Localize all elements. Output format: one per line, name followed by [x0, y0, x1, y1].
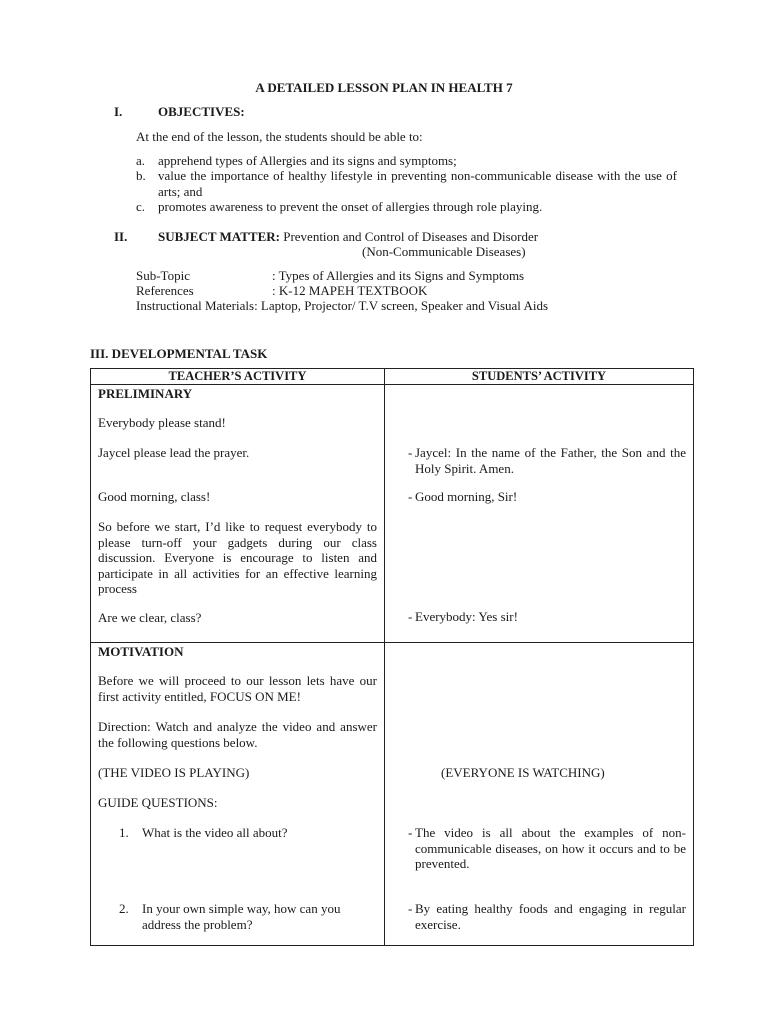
objective-text: apprehend types of Allergies and its signs and symptoms; [158, 153, 457, 168]
subject-row [136, 268, 524, 284]
objective-letter: a. [136, 153, 146, 168]
subject-matter-line [158, 229, 538, 245]
subject-matter-number: II. [114, 229, 128, 244]
preliminary-heading: PRELIMINARY [98, 386, 193, 401]
objective-text: value the importance of healthy lifestyle in preventing non-communicable disease with the use of arts; and [158, 168, 677, 199]
question-number: 1. [119, 825, 129, 840]
students-activity-header: STUDENTS’ ACTIVITY [385, 369, 694, 385]
teacher-line: Everybody please stand! [98, 415, 226, 430]
student-response: Good morning, Sir! [415, 489, 518, 504]
table-row [91, 385, 694, 643]
subject-matter-topic-2: (Non-Communicable Diseases) [362, 244, 526, 259]
teacher-line: Jaycel please lead the prayer. [98, 445, 250, 460]
subject-row-value: : K-12 MAPEH TEXTBOOK [272, 283, 428, 298]
teacher-activity-header: TEACHER’S ACTIVITY [91, 369, 385, 385]
teacher-line: GUIDE QUESTIONS: [98, 795, 218, 810]
objective-letter: b. [136, 168, 146, 183]
teacher-line: Are we clear, class? [98, 610, 202, 625]
subject-row-value: : Laptop, Projector/ T.V screen, Speaker and Visual Aids [254, 298, 549, 313]
response-dash: - [408, 445, 413, 460]
motivation-students-cell [385, 643, 694, 946]
student-response: By eating healthy foods and engaging in regular exercise. [415, 901, 686, 932]
motivation-heading: MOTIVATION [98, 644, 184, 659]
developmental-task-table [90, 368, 694, 946]
motivation-teacher-cell [91, 643, 385, 946]
objective-item [136, 153, 677, 169]
subject-row-value: : Types of Allergies and its Signs and Symptoms [272, 268, 525, 283]
subject-matter-heading: SUBJECT MATTER: [158, 229, 280, 244]
subject-row [136, 298, 548, 314]
student-response: (EVERYONE IS WATCHING) [441, 765, 605, 780]
guide-question: In your own simple way, how can you address the problem? [142, 901, 341, 932]
student-response: Everybody: Yes sir! [415, 609, 518, 624]
table-header-row [91, 369, 694, 385]
guide-question: What is the video all about? [142, 825, 288, 840]
objectives-heading: OBJECTIVES: [158, 104, 245, 119]
page-title: A DETAILED LESSON PLAN IN HEALTH 7 [255, 80, 513, 95]
objectives-number: I. [114, 104, 123, 119]
table-row [91, 643, 694, 946]
objective-item [136, 168, 677, 199]
response-dash: - [408, 825, 413, 840]
response-dash: - [408, 489, 413, 504]
teacher-line: Good morning, class! [98, 489, 211, 504]
response-dash: - [408, 901, 413, 916]
question-number: 2. [119, 901, 129, 916]
student-response: The video is all about the examples of non-communicable diseases, on how it occurs and to be prevented. [415, 825, 686, 871]
student-response: Jaycel: In the name of the Father, the Son and the Holy Spirit. Amen. [415, 445, 686, 476]
teacher-line: Direction: Watch and analyze the video and answer the following questions below. [98, 719, 377, 750]
subject-matter-topic: Prevention and Control of Diseases and Disorder [283, 229, 539, 244]
objective-text: promotes awareness to prevent the onset of allergies through role playing. [158, 199, 543, 214]
objectives-intro: At the end of the lesson, the students should be able to: [136, 129, 423, 144]
teacher-line: (THE VIDEO IS PLAYING) [98, 765, 250, 780]
subject-row-label: Sub-Topic [136, 268, 190, 283]
subject-row-label: Instructional Materials [136, 298, 255, 313]
preliminary-teacher-cell [91, 385, 385, 643]
subject-row-label: References [136, 283, 194, 298]
preliminary-students-cell [385, 385, 694, 643]
objective-item [136, 199, 677, 215]
objective-letter: c. [136, 199, 146, 214]
teacher-line: So before we start, I’d like to request everybody to please turn-off your gadgets during our class discussion. Everyone is encourage to listen and participate in all activities for an effective learning process [98, 519, 377, 596]
teacher-line: Before we will proceed to our lesson lets have our first activity entitled, FOCUS ON ME! [98, 673, 377, 704]
subject-row [136, 283, 427, 299]
developmental-task-heading: III. DEVELOPMENTAL TASK [90, 346, 268, 361]
response-dash: - [408, 609, 413, 624]
